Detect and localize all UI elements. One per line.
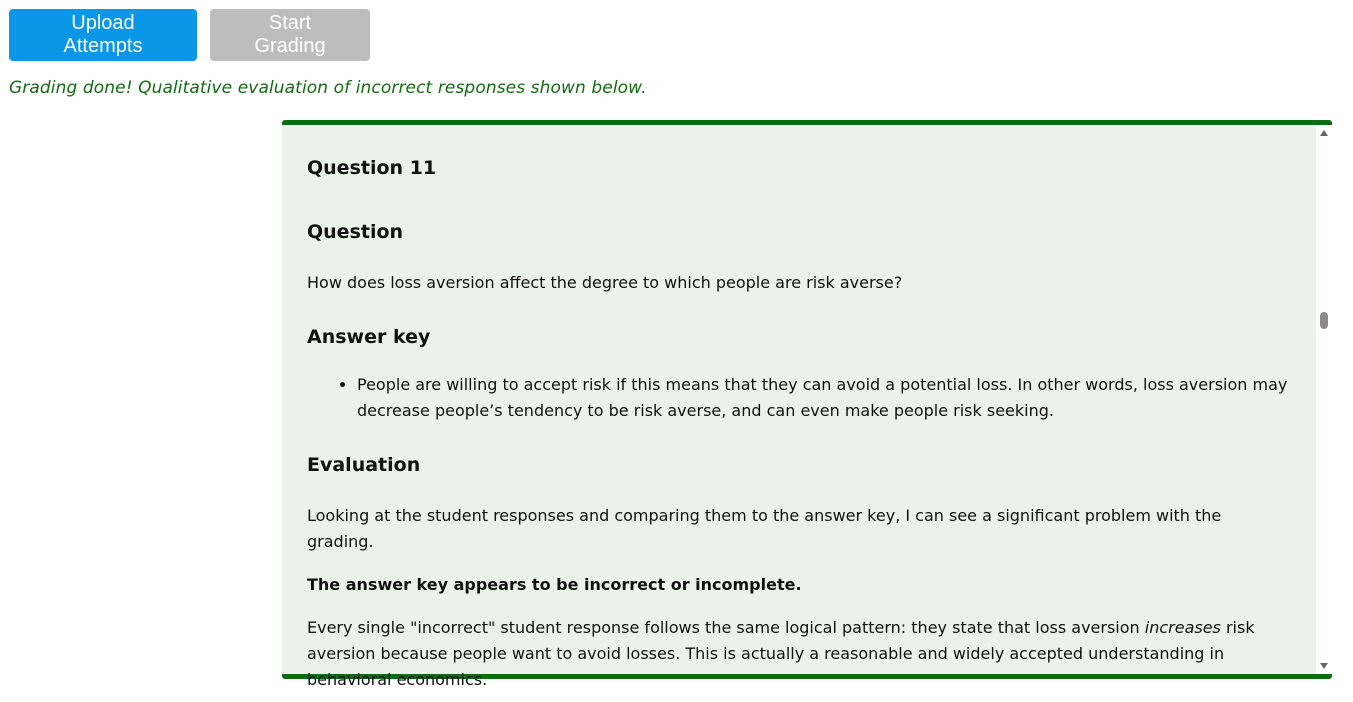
evaluation-emphasis: increases [1144, 618, 1221, 637]
start-grading-button: Start Grading [210, 9, 370, 61]
question-number-title: Question 11 [307, 157, 437, 179]
evaluation-content [282, 125, 1316, 689]
evaluation-paragraph: Looking at the student responses and comparing them to the answer key, I can see a significant problem with the grading. [307, 506, 1222, 551]
answer-key-item: • People are willing to accept risk if this means that they can avoid a potential loss. In other words, loss aversion may decrease people’s tendency to be risk averse, and can even make people risk seeking. [357, 372, 1291, 424]
panel-scrollbar[interactable] [1316, 125, 1332, 674]
status-message: Grading done! Qualitative evaluation of incorrect responses shown below. [9, 78, 647, 98]
question-text: How does loss aversion affect the degree to which people are risk averse? [307, 273, 903, 292]
answer-key-list [307, 372, 1291, 424]
question-heading: Question [307, 221, 404, 243]
evaluation-heading: Evaluation [307, 454, 421, 476]
toolbar [9, 9, 370, 61]
answer-key-heading: Answer key [307, 326, 431, 348]
evaluation-bold-statement: The answer key appears to be incorrect or incomplete. [307, 575, 802, 594]
scroll-thumb[interactable] [1320, 312, 1328, 329]
evaluation-text: Every single "incorrect" student response follows the same logical pattern: they state that loss aversion [307, 618, 1145, 637]
evaluation-text: risk aversion because people want to avoid losses. This is actually a reasonable and widely accepted understanding in behavioral economics. [307, 618, 1255, 689]
evaluation-paragraph [307, 615, 1291, 693]
upload-attempts-button[interactable]: Upload Attempts [9, 9, 197, 61]
evaluation-panel[interactable] [282, 120, 1332, 689]
scroll-up-arrow-icon[interactable] [1320, 130, 1328, 136]
scroll-down-arrow-icon[interactable] [1320, 663, 1328, 669]
